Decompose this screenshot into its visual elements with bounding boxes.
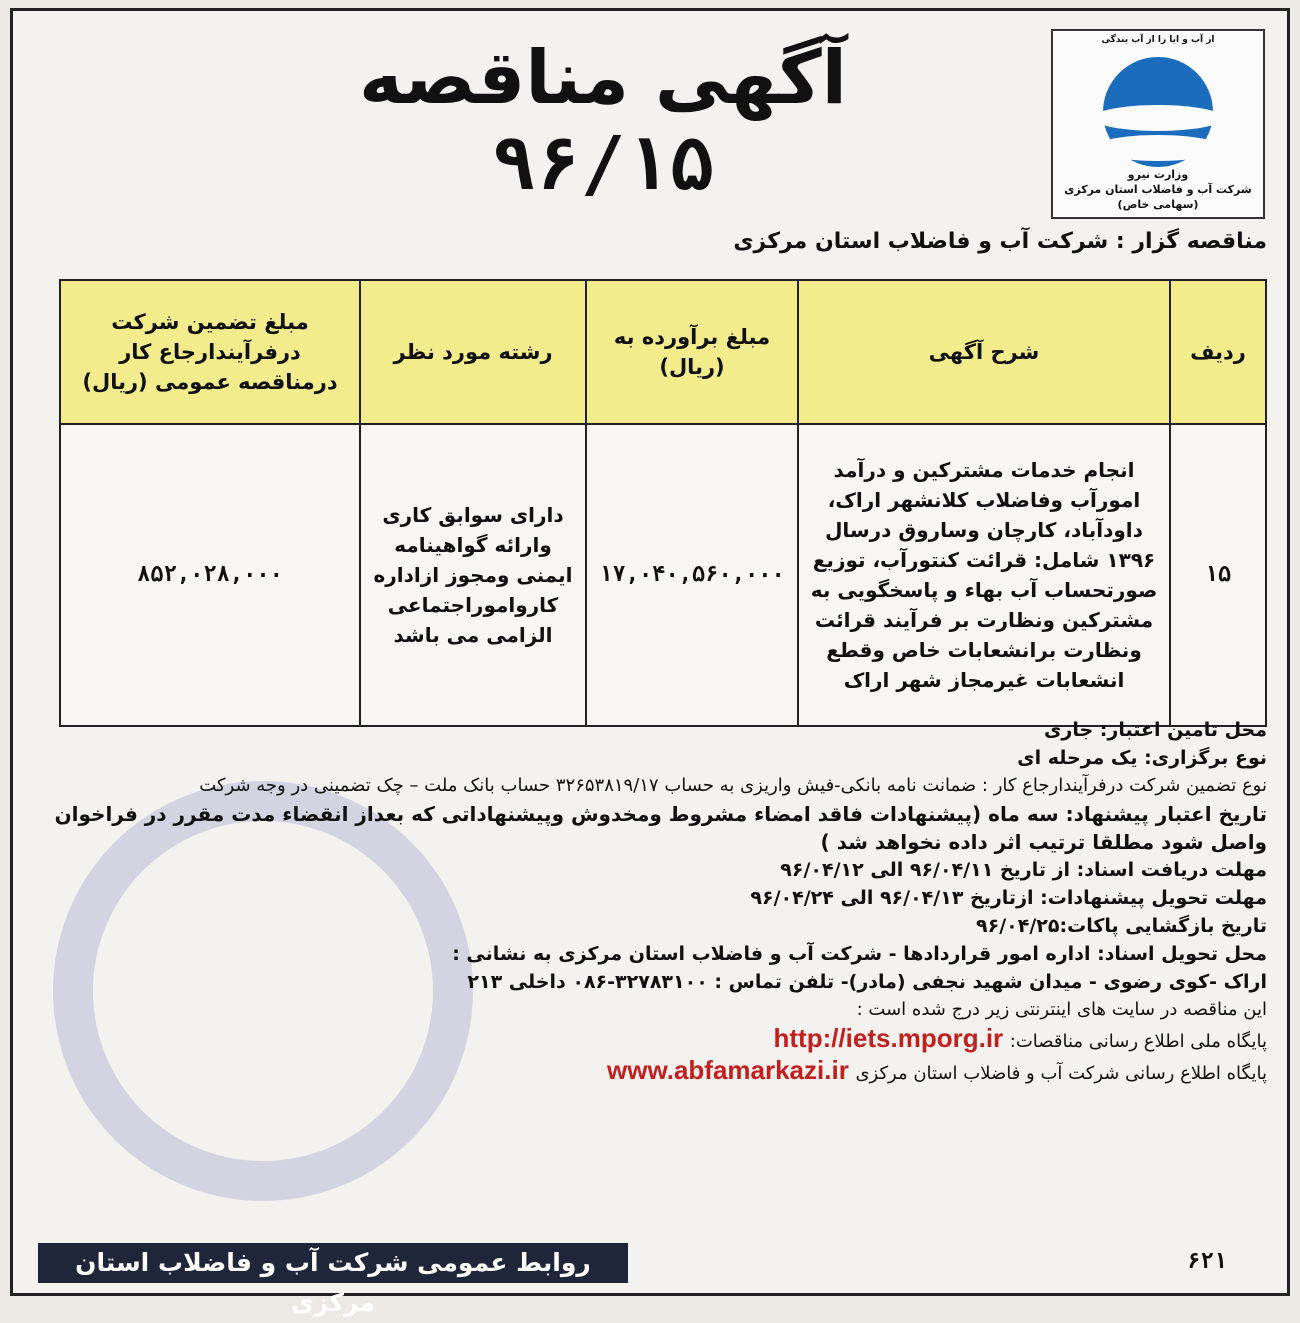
logo-ministry: وزارت نیرو bbox=[1127, 168, 1189, 181]
delivery-place: محل تحویل اسناد: اداره امور قراردادها - شرکت آب و فاضلاب استان مرکزی به نشانی : bbox=[452, 943, 1267, 965]
funding-source: محل تامین اعتبار: جاری bbox=[1044, 719, 1267, 741]
opening-date: تاریخ بازگشایی پاکات:۹۶/۰۴/۲۵ bbox=[976, 915, 1267, 937]
tender-notice bbox=[10, 8, 1290, 1317]
tender-table bbox=[59, 279, 1267, 727]
site-2-label: پایگاه اطلاع رسانی شرکت آب و فاضلاب استان مرکزی bbox=[855, 1063, 1267, 1084]
document-receipt-deadline: مهلت دریافت اسناد: از تاریخ ۹۶/۰۴/۱۱ الی ۹۶/۰۴/۱۲ bbox=[780, 859, 1267, 881]
site-1-label: پایگاه ملی اطلاع رسانی مناقصات: bbox=[1009, 1031, 1267, 1052]
notice-title bbox=[253, 33, 953, 205]
header-guarantee: مبلغ تضمین شرکت درفرآیندارجاع کار درمناقصه عمومی (ریال) bbox=[60, 280, 360, 424]
water-drop-icon bbox=[1103, 57, 1213, 167]
company-logo bbox=[1051, 29, 1265, 219]
header-estimate: مبلغ برآورده به (ریال) bbox=[586, 280, 798, 424]
cell-description: انجام خدمات مشترکین و درآمد امورآب وفاضلاب کلانشهر اراک، داودآباد، کارچان وساروق درسال ۱۳۹۶ شامل: قرائت کنتورآب، توزیع صورتحساب آب بهاء و پاسخگویی به مشترکین ونظارت بر فرآیند قرائت ونظارت برانشعابات خاص وقطع انشعابات غیرمجاز شهر اراک bbox=[798, 424, 1170, 726]
cell-guarantee: ۸۵۲,۰۲۸,۰۰۰ bbox=[60, 424, 360, 726]
site-2-link[interactable]: www.abfamarkazi.ir bbox=[607, 1055, 849, 1085]
cell-field: دارای سوابق کاری وارائه گواهینامه ایمنی ومجوز ازاداره کارواموراجتماعی الزامی می باشد bbox=[360, 424, 586, 726]
table-header-row bbox=[60, 280, 1266, 424]
logo-top-text: از آب و ایا را از آب یندگی bbox=[1101, 35, 1215, 45]
notice-details bbox=[52, 716, 1267, 1088]
header-description: شرح آگهی bbox=[798, 280, 1170, 424]
logo-company-type: (سهامی خاص) bbox=[1117, 198, 1199, 211]
page-number: ۶۲۱ bbox=[1187, 1249, 1227, 1274]
site-1 bbox=[52, 1024, 1267, 1056]
logo-company: شرکت آب و فاضلاب استان مرکزی bbox=[1064, 183, 1252, 196]
cell-row-number: ۱۵ bbox=[1170, 424, 1266, 726]
title-number: ۹۶/۱۵ bbox=[491, 121, 715, 207]
tenderer: مناقصه گزار : شرکت آب و فاضلاب استان مرکزی bbox=[733, 229, 1267, 254]
cell-estimate: ۱۷,۰۴۰,۵۶۰,۰۰۰ bbox=[586, 424, 798, 726]
sites-intro: این مناقصه در سایت های اینترنتی زیر درج شده است : bbox=[856, 999, 1267, 1020]
offer-submission-deadline: مهلت تحویل پیشنهادات: ازتاریخ ۹۶/۰۴/۱۳ الی ۹۶/۰۴/۲۴ bbox=[750, 887, 1267, 909]
holding-type: نوع برگزاری: یک مرحله ای bbox=[1017, 747, 1267, 769]
table-row bbox=[60, 424, 1266, 726]
guarantee-type: نوع تضمین شرکت درفرآیندارجاع کار : ضمانت نامه بانکی-فیش واریزی به حساب ۳۲۶۵۳۸۱۹/۱۷ حساب بانک ملت – چک تضمینی در وجه شرکت bbox=[199, 775, 1267, 796]
offer-validity: تاریخ اعتبار پیشنهاد: سه ماه (پیشنهادات فاقد امضاء مشروط ومخدوش وپیشنهاداتی که بعداز انقضاء مدت مقرر در فراخوان واصل شود مطلقا ترتیب اثر داده نخواهد شد ) bbox=[54, 802, 1267, 854]
header-field: رشته مورد نظر bbox=[360, 280, 586, 424]
site-1-link[interactable]: http://iets.mporg.ir bbox=[773, 1023, 1004, 1053]
title-heading: آگهی مناقصه bbox=[359, 35, 847, 121]
address: اراک -کوی رضوی - میدان شهید نجفی (مادر)- تلفن تماس : ۳۲۷۸۳۱۰۰-۰۸۶ داخلی ۲۱۳ bbox=[467, 971, 1267, 993]
site-2 bbox=[52, 1056, 1267, 1088]
header-row-number: ردیف bbox=[1170, 280, 1266, 424]
public-relations-bar: روابط عمومی شرکت آب و فاضلاب استان مرکزی bbox=[38, 1243, 628, 1283]
